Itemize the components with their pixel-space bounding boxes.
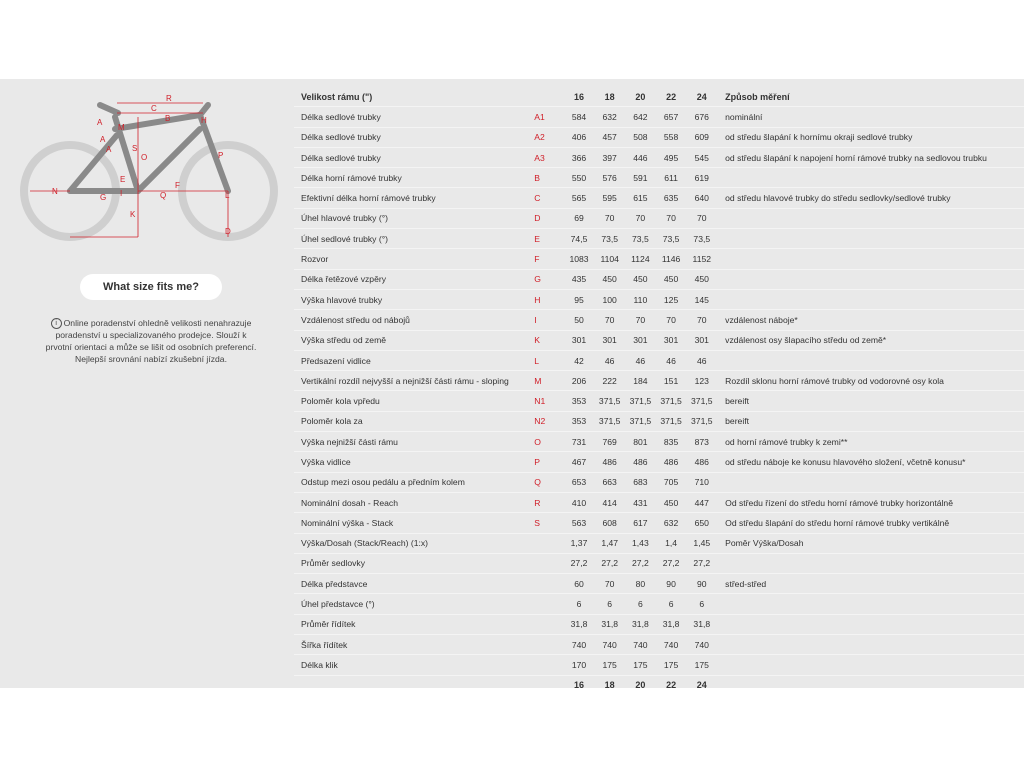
svg-text:C: C — [151, 104, 157, 113]
row-value: 1,43 — [625, 533, 656, 553]
table-row — [294, 310, 1024, 330]
row-label: Vzdálenost středu od nábojů — [294, 310, 530, 330]
row-value: 170 — [564, 655, 595, 675]
row-value: 565 — [564, 188, 595, 208]
row-value: 6 — [594, 594, 625, 614]
row-value: 301 — [656, 330, 687, 350]
row-method — [717, 229, 1024, 249]
row-value: 31,8 — [564, 614, 595, 634]
table-row — [294, 229, 1024, 249]
row-value: 486 — [686, 452, 717, 472]
row-value: 873 — [686, 432, 717, 452]
row-value: 447 — [686, 492, 717, 512]
svg-text:B: B — [165, 114, 171, 123]
row-value: 1083 — [564, 249, 595, 269]
svg-text:O: O — [141, 153, 148, 162]
row-method — [717, 269, 1024, 289]
row-value: 73,5 — [625, 229, 656, 249]
row-label: Rozvor — [294, 249, 530, 269]
row-value: 125 — [656, 289, 687, 309]
row-label: Průměr řídítek — [294, 614, 530, 634]
row-value: 397 — [594, 147, 625, 167]
row-value: 95 — [564, 289, 595, 309]
row-label: Nominální dosah - Reach — [294, 492, 530, 512]
row-label: Délka sedlové trubky — [294, 107, 530, 127]
row-code: N1 — [530, 391, 563, 411]
svg-text:R: R — [166, 94, 172, 103]
row-value: 663 — [594, 472, 625, 492]
row-value: 615 — [625, 188, 656, 208]
row-value: 676 — [686, 107, 717, 127]
row-value: 595 — [594, 188, 625, 208]
row-label: Délka horní rámové trubky — [294, 168, 530, 188]
row-value: 1,47 — [594, 533, 625, 553]
row-value: 635 — [656, 188, 687, 208]
sizing-note-line-1: Online poradenství ohledně velikosti nenahrazuje — [63, 318, 252, 328]
row-label: Úhel sedlové trubky (°) — [294, 229, 530, 249]
row-value: 371,5 — [594, 411, 625, 431]
row-method — [717, 249, 1024, 269]
info-icon: i — [51, 318, 62, 329]
diagram-letters — [52, 94, 231, 236]
row-value: 145 — [686, 289, 717, 309]
row-code: C — [530, 188, 563, 208]
size-header: 16 — [564, 87, 595, 107]
row-value: 371,5 — [625, 391, 656, 411]
row-method — [717, 208, 1024, 228]
row-value: 70 — [686, 208, 717, 228]
row-value: 1146 — [656, 249, 687, 269]
table-row — [294, 513, 1024, 533]
row-value: 406 — [564, 127, 595, 147]
row-value: 69 — [564, 208, 595, 228]
row-value: 410 — [564, 492, 595, 512]
row-label: Šířka řídítek — [294, 635, 530, 655]
table-row — [294, 269, 1024, 289]
row-value: 371,5 — [686, 411, 717, 431]
size-footer: 16 — [574, 680, 585, 691]
table-row — [294, 188, 1024, 208]
row-value: 545 — [686, 147, 717, 167]
row-method: Poměr Výška/Dosah — [717, 533, 1024, 553]
row-value: 486 — [625, 452, 656, 472]
row-code — [530, 594, 563, 614]
sizing-note — [28, 317, 274, 365]
table-row — [294, 350, 1024, 370]
row-method — [717, 614, 1024, 634]
svg-text:K: K — [130, 210, 136, 219]
bike-geometry-diagram — [20, 87, 282, 247]
row-value: 27,2 — [564, 553, 595, 573]
row-value: 175 — [656, 655, 687, 675]
row-value: 31,8 — [625, 614, 656, 634]
row-value: 90 — [656, 574, 687, 594]
row-code: H — [530, 289, 563, 309]
table-row — [294, 391, 1024, 411]
table-row — [294, 594, 1024, 614]
row-value: 640 — [686, 188, 717, 208]
row-code: I — [530, 310, 563, 330]
what-size-fits-me-button[interactable]: What size fits me? — [80, 274, 222, 300]
row-value: 100 — [594, 289, 625, 309]
row-value: 740 — [564, 635, 595, 655]
sizing-note-line-3: prvotní orientaci a může se lišit od osobních preferencí. — [45, 342, 257, 353]
row-method — [717, 289, 1024, 309]
row-value: 353 — [564, 391, 595, 411]
table-row — [294, 655, 1024, 675]
row-value: 650 — [686, 513, 717, 533]
row-method — [717, 635, 1024, 655]
row-code — [530, 614, 563, 634]
row-label: Výška nejnižší části rámu — [294, 432, 530, 452]
row-value: 123 — [686, 371, 717, 391]
row-value: 584 — [564, 107, 595, 127]
row-code: O — [530, 432, 563, 452]
row-value: 591 — [625, 168, 656, 188]
row-label: Délka řetězové vzpěry — [294, 269, 530, 289]
row-value: 619 — [686, 168, 717, 188]
row-value: 740 — [686, 635, 717, 655]
geometry-panel — [0, 79, 1024, 691]
row-label: Předsazení vidlice — [294, 350, 530, 370]
row-value: 705 — [656, 472, 687, 492]
row-value: 683 — [625, 472, 656, 492]
table-row — [294, 432, 1024, 452]
table-row — [294, 452, 1024, 472]
row-value: 1,4 — [656, 533, 687, 553]
row-method — [717, 553, 1024, 573]
row-value: 6 — [686, 594, 717, 614]
svg-text:N: N — [52, 187, 58, 196]
row-value: 90 — [686, 574, 717, 594]
row-value: 486 — [594, 452, 625, 472]
row-value: 653 — [564, 472, 595, 492]
row-value: 73,5 — [686, 229, 717, 249]
row-value: 740 — [656, 635, 687, 655]
row-value: 467 — [564, 452, 595, 472]
row-value: 60 — [564, 574, 595, 594]
row-value: 457 — [594, 127, 625, 147]
row-value: 175 — [594, 655, 625, 675]
row-label: Délka sedlové trubky — [294, 147, 530, 167]
row-code: B — [530, 168, 563, 188]
row-code: M — [530, 371, 563, 391]
size-header: 22 — [656, 87, 687, 107]
row-value: 486 — [656, 452, 687, 472]
table-row — [294, 208, 1024, 228]
row-value: 70 — [656, 310, 687, 330]
size-header: 24 — [686, 87, 717, 107]
sizing-note-line-4: Nejlepší srovnání nabízí zkušební jízda. — [75, 354, 227, 365]
row-value: 175 — [625, 655, 656, 675]
row-label: Výška středu od země — [294, 330, 530, 350]
row-label: Výška/Dosah (Stack/Reach) (1:x) — [294, 533, 530, 553]
row-value: 740 — [625, 635, 656, 655]
svg-text:F: F — [175, 181, 180, 190]
row-value: 609 — [686, 127, 717, 147]
row-value: 31,8 — [686, 614, 717, 634]
row-value: 70 — [625, 310, 656, 330]
table-row — [294, 107, 1024, 127]
row-value: 6 — [625, 594, 656, 614]
table-row — [294, 635, 1024, 655]
row-value: 371,5 — [686, 391, 717, 411]
row-method: od středu šlapání k hornímu okraji sedlové trubky — [717, 127, 1024, 147]
row-label: Úhel představce (°) — [294, 594, 530, 614]
row-method — [717, 350, 1024, 370]
row-method — [717, 594, 1024, 614]
row-value: 450 — [686, 269, 717, 289]
row-value: 550 — [564, 168, 595, 188]
row-label: Průměr sedlovky — [294, 553, 530, 573]
row-method: střed-střed — [717, 574, 1024, 594]
row-code: S — [530, 513, 563, 533]
row-code: E — [530, 229, 563, 249]
row-value: 70 — [686, 310, 717, 330]
sizing-note-line-2: poradenství u specializovaného prodejce. Slouží k — [55, 330, 247, 341]
row-value: 657 — [656, 107, 687, 127]
row-value: 175 — [686, 655, 717, 675]
row-value: 70 — [625, 208, 656, 228]
row-value: 558 — [656, 127, 687, 147]
row-value: 353 — [564, 411, 595, 431]
row-value: 74,5 — [564, 229, 595, 249]
row-value: 301 — [564, 330, 595, 350]
row-method — [717, 655, 1024, 675]
row-value: 301 — [686, 330, 717, 350]
svg-text:L: L — [225, 191, 230, 200]
row-value: 1,45 — [686, 533, 717, 553]
row-label: Výška vidlice — [294, 452, 530, 472]
svg-text:Q: Q — [160, 191, 167, 200]
table-row — [294, 371, 1024, 391]
row-value: 508 — [625, 127, 656, 147]
row-value: 450 — [656, 492, 687, 512]
svg-text:P: P — [218, 151, 224, 160]
row-value: 801 — [625, 432, 656, 452]
row-value: 731 — [564, 432, 595, 452]
table-row — [294, 168, 1024, 188]
svg-text:A: A — [106, 145, 112, 154]
row-method: Od středu šlapání do středu horní rámové trubky vertikálně — [717, 513, 1024, 533]
row-label: Poloměr kola za — [294, 411, 530, 431]
row-value: 1104 — [594, 249, 625, 269]
row-code: L — [530, 350, 563, 370]
table-row — [294, 249, 1024, 269]
row-method: bereift — [717, 391, 1024, 411]
row-value: 73,5 — [594, 229, 625, 249]
svg-text:I: I — [120, 189, 123, 198]
row-method: Rozdíl sklonu horní rámové trubky od vodorovné osy kola — [717, 371, 1024, 391]
row-method: vzdálenost osy šlapacího středu od země* — [717, 330, 1024, 350]
row-value: 301 — [594, 330, 625, 350]
row-value: 632 — [594, 107, 625, 127]
row-value: 740 — [594, 635, 625, 655]
row-value: 151 — [656, 371, 687, 391]
table-row — [294, 492, 1024, 512]
row-value: 301 — [625, 330, 656, 350]
table-footer-row — [294, 675, 1024, 695]
row-method: bereift — [717, 411, 1024, 431]
row-code: P — [530, 452, 563, 472]
row-value: 450 — [625, 269, 656, 289]
row-value: 184 — [625, 371, 656, 391]
row-value: 70 — [594, 574, 625, 594]
row-value: 710 — [686, 472, 717, 492]
row-code: D — [530, 208, 563, 228]
row-value: 1,37 — [564, 533, 595, 553]
row-method — [717, 168, 1024, 188]
table-row — [294, 147, 1024, 167]
frame-size-header: Velikost rámu (") — [294, 87, 530, 107]
row-value: 70 — [594, 310, 625, 330]
svg-text:A: A — [97, 118, 103, 127]
row-value: 6 — [564, 594, 595, 614]
row-code — [530, 574, 563, 594]
row-value: 50 — [564, 310, 595, 330]
table-row — [294, 553, 1024, 573]
row-code: Q — [530, 472, 563, 492]
row-method — [717, 472, 1024, 492]
row-label: Úhel hlavové trubky (°) — [294, 208, 530, 228]
row-code: G — [530, 269, 563, 289]
table-row — [294, 533, 1024, 553]
row-value: 206 — [564, 371, 595, 391]
row-method: od středu hlavové trubky do středu sedlovky/sedlové trubky — [717, 188, 1024, 208]
svg-text:S: S — [132, 144, 138, 153]
svg-text:E: E — [120, 175, 126, 184]
row-value: 617 — [625, 513, 656, 533]
row-label: Výška hlavové trubky — [294, 289, 530, 309]
row-method: od středu náboje ke konusu hlavového složení, včetně konusu* — [717, 452, 1024, 472]
row-value: 576 — [594, 168, 625, 188]
geometry-table — [294, 87, 1024, 695]
row-code: A1 — [530, 107, 563, 127]
row-code: N2 — [530, 411, 563, 431]
row-value: 110 — [625, 289, 656, 309]
row-value: 70 — [656, 208, 687, 228]
row-method: nominální — [717, 107, 1024, 127]
sidebar — [0, 79, 292, 688]
row-value: 563 — [564, 513, 595, 533]
row-method: od horní rámové trubky k zemi** — [717, 432, 1024, 452]
table-header-row — [294, 87, 1024, 107]
row-label: Odstup mezi osou pedálu a předním kolem — [294, 472, 530, 492]
row-code: R — [530, 492, 563, 512]
row-code — [530, 635, 563, 655]
table-row — [294, 472, 1024, 492]
table-row — [294, 574, 1024, 594]
row-value: 46 — [656, 350, 687, 370]
row-code — [530, 553, 563, 573]
row-value: 46 — [594, 350, 625, 370]
row-value: 642 — [625, 107, 656, 127]
row-code: A2 — [530, 127, 563, 147]
row-value: 46 — [625, 350, 656, 370]
row-value: 769 — [594, 432, 625, 452]
size-footer: 20 — [635, 680, 646, 691]
row-label: Vertikální rozdíl nejvyšší a nejnižší části rámu - sloping — [294, 371, 530, 391]
row-value: 632 — [656, 513, 687, 533]
row-value: 42 — [564, 350, 595, 370]
row-value: 371,5 — [656, 411, 687, 431]
row-value: 27,2 — [686, 553, 717, 573]
size-header: 18 — [594, 87, 625, 107]
svg-text:G: G — [100, 193, 107, 202]
method-header: Způsob měření — [717, 87, 1024, 107]
table-row — [294, 411, 1024, 431]
row-value: 414 — [594, 492, 625, 512]
table-row — [294, 289, 1024, 309]
row-value: 446 — [625, 147, 656, 167]
row-code — [530, 655, 563, 675]
svg-text:D: D — [225, 227, 231, 236]
table-row — [294, 614, 1024, 634]
row-value: 371,5 — [625, 411, 656, 431]
row-method: vzdálenost náboje* — [717, 310, 1024, 330]
row-code: F — [530, 249, 563, 269]
row-value: 27,2 — [625, 553, 656, 573]
row-value: 611 — [656, 168, 687, 188]
row-value: 608 — [594, 513, 625, 533]
row-value: 835 — [656, 432, 687, 452]
size-footer: 22 — [666, 680, 677, 691]
row-value: 6 — [656, 594, 687, 614]
row-label: Efektivní délka horní rámové trubky — [294, 188, 530, 208]
table-row — [294, 127, 1024, 147]
row-value: 70 — [594, 208, 625, 228]
row-value: 1152 — [686, 249, 717, 269]
row-value: 495 — [656, 147, 687, 167]
row-value: 222 — [594, 371, 625, 391]
row-value: 450 — [656, 269, 687, 289]
row-value: 27,2 — [594, 553, 625, 573]
row-value: 80 — [625, 574, 656, 594]
size-footer: 24 — [696, 680, 707, 691]
row-code: K — [530, 330, 563, 350]
row-value: 73,5 — [656, 229, 687, 249]
svg-text:A: A — [100, 135, 106, 144]
row-label: Délka sedlové trubky — [294, 127, 530, 147]
row-method: Od středu řízení do středu horní rámové trubky horizontálně — [717, 492, 1024, 512]
row-value: 1124 — [625, 249, 656, 269]
table-row — [294, 330, 1024, 350]
row-value: 31,8 — [594, 614, 625, 634]
row-value: 431 — [625, 492, 656, 512]
row-value: 435 — [564, 269, 595, 289]
row-label: Poloměr kola vpředu — [294, 391, 530, 411]
row-value: 27,2 — [656, 553, 687, 573]
row-code: A3 — [530, 147, 563, 167]
svg-text:M: M — [118, 123, 125, 132]
row-method: od středu šlapání k napojení horní rámové trubky na sedlovou trubku — [717, 147, 1024, 167]
row-label: Délka klik — [294, 655, 530, 675]
row-value: 366 — [564, 147, 595, 167]
size-header: 20 — [625, 87, 656, 107]
row-label: Nominální výška - Stack — [294, 513, 530, 533]
row-value: 46 — [686, 350, 717, 370]
size-footer: 18 — [604, 680, 615, 691]
row-code — [530, 533, 563, 553]
row-value: 450 — [594, 269, 625, 289]
row-label: Délka představce — [294, 574, 530, 594]
row-value: 31,8 — [656, 614, 687, 634]
row-value: 371,5 — [594, 391, 625, 411]
svg-text:H: H — [201, 116, 207, 125]
row-value: 371,5 — [656, 391, 687, 411]
